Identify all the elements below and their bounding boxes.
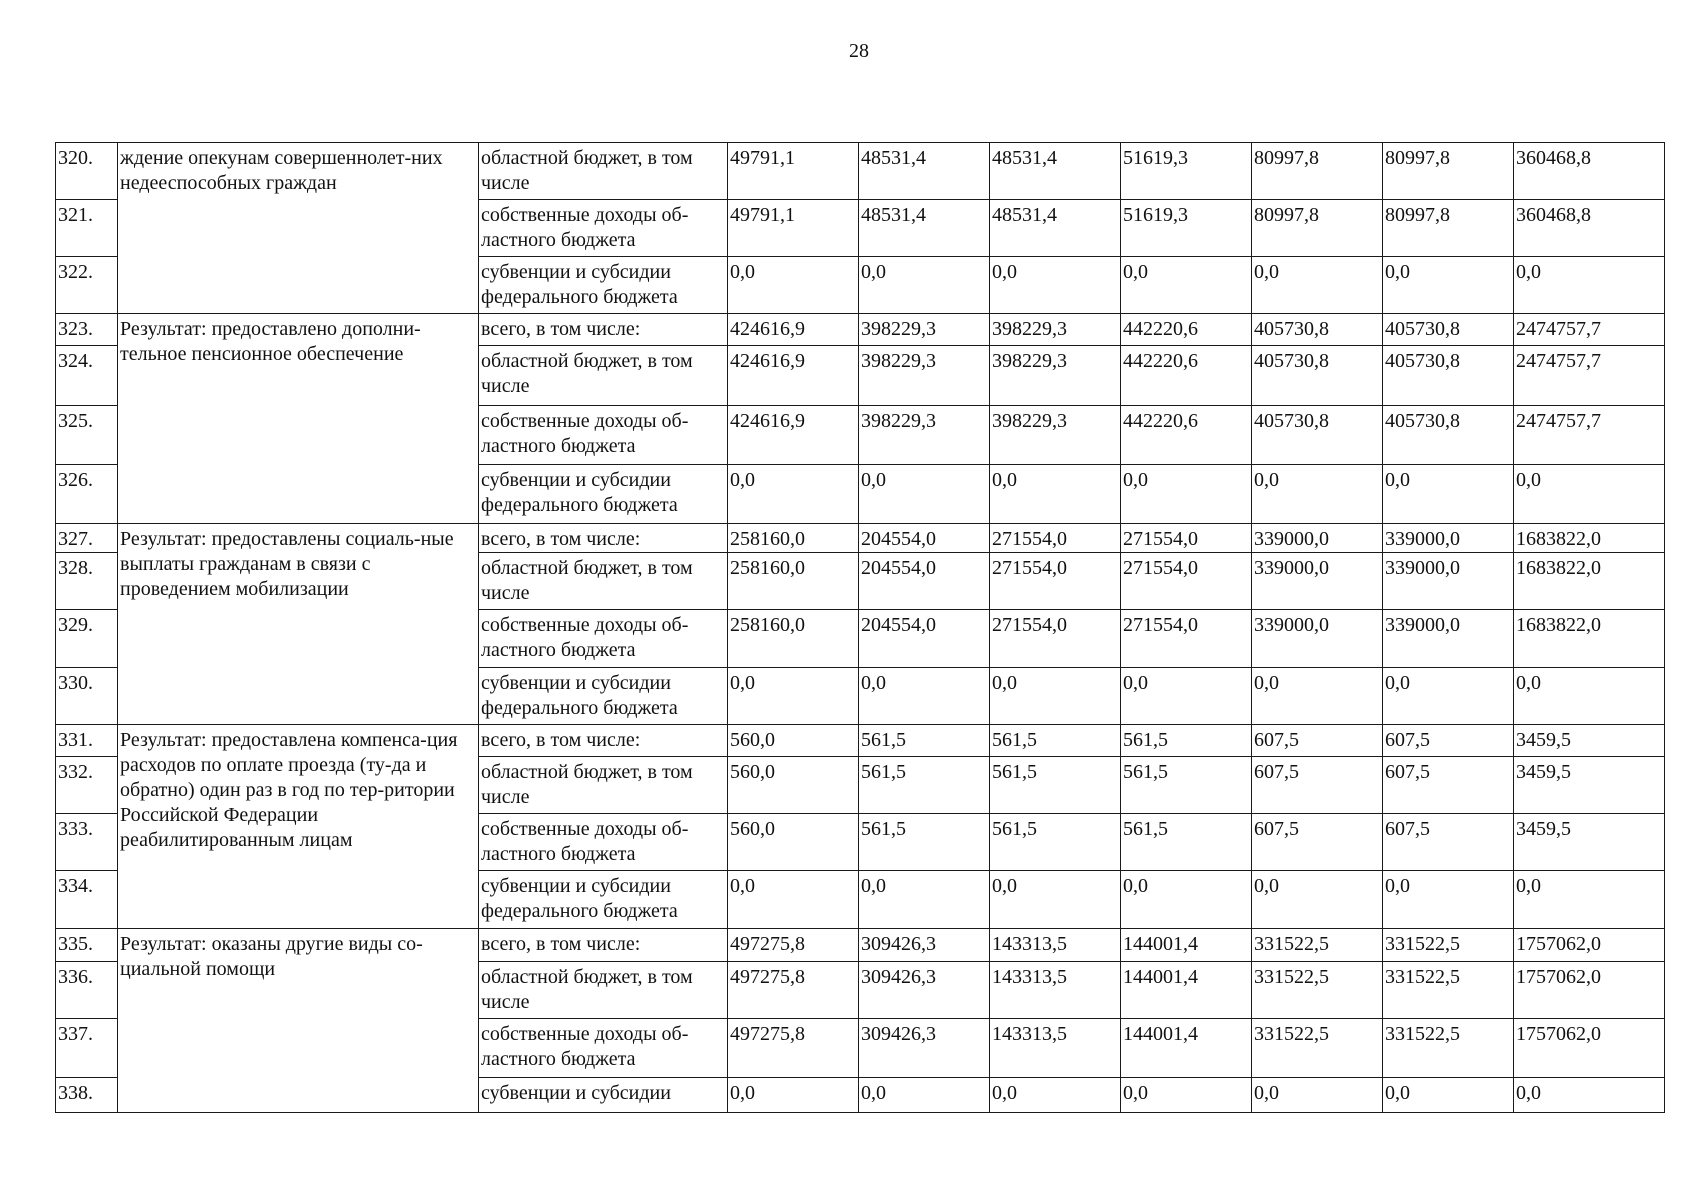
value-cell: 0,0 [1121,465,1252,524]
value-cell: 398229,3 [859,406,990,465]
row-number: 325. [56,406,118,465]
value-cell: 331522,5 [1383,1019,1514,1078]
value-cell: 560,0 [728,725,859,757]
value-cell: 0,0 [728,871,859,929]
value-cell: 398229,3 [859,346,990,406]
funding-source: субвенции и субсидии федерального бюджета [479,668,728,725]
value-cell: 49791,1 [728,200,859,257]
value-cell: 0,0 [1252,1078,1383,1113]
value-cell: 258160,0 [728,610,859,668]
value-cell: 80997,8 [1252,200,1383,257]
value-cell: 560,0 [728,757,859,814]
value-cell: 49791,1 [728,143,859,200]
value-cell: 0,0 [1383,668,1514,725]
funding-source: собственные доходы об-ластного бюджета [479,406,728,465]
value-cell: 339000,0 [1252,553,1383,610]
funding-source: всего, в том числе: [479,314,728,346]
value-cell: 405730,8 [1252,314,1383,346]
funding-source: субвенции и субсидии федерального бюджета [479,871,728,929]
value-cell: 144001,4 [1121,929,1252,962]
value-cell: 0,0 [990,1078,1121,1113]
row-number: 331. [56,725,118,757]
value-cell: 0,0 [990,668,1121,725]
value-cell: 80997,8 [1383,200,1514,257]
value-cell: 0,0 [859,1078,990,1113]
value-cell: 51619,3 [1121,200,1252,257]
value-cell: 0,0 [1383,871,1514,929]
row-number: 320. [56,143,118,200]
value-cell: 398229,3 [990,406,1121,465]
total-value: 360468,8 [1514,143,1665,200]
value-cell: 442220,6 [1121,346,1252,406]
value-cell: 398229,3 [990,314,1121,346]
value-cell: 51619,3 [1121,143,1252,200]
value-cell: 48531,4 [859,200,990,257]
value-cell: 0,0 [859,257,990,314]
funding-source: собственные доходы об-ластного бюджета [479,1019,728,1078]
value-cell: 204554,0 [859,553,990,610]
total-value: 0,0 [1514,257,1665,314]
table-row [56,725,1665,757]
row-number: 327. [56,524,118,553]
value-cell: 405730,8 [1383,314,1514,346]
table-body [56,143,1665,1113]
value-cell: 331522,5 [1383,962,1514,1019]
value-cell: 0,0 [990,257,1121,314]
funding-source: областной бюджет, в том числе [479,962,728,1019]
value-cell: 561,5 [1121,814,1252,871]
value-cell: 398229,3 [859,314,990,346]
total-value: 3459,5 [1514,757,1665,814]
value-cell: 607,5 [1252,725,1383,757]
value-cell: 48531,4 [990,200,1121,257]
value-cell: 0,0 [1121,257,1252,314]
funding-source: собственные доходы об-ластного бюджета [479,814,728,871]
value-cell: 0,0 [728,257,859,314]
row-number: 323. [56,314,118,346]
row-number: 328. [56,553,118,610]
total-value: 2474757,7 [1514,346,1665,406]
value-cell: 0,0 [1252,257,1383,314]
total-value: 1683822,0 [1514,610,1665,668]
value-cell: 0,0 [990,871,1121,929]
total-value: 1757062,0 [1514,1019,1665,1078]
value-cell: 607,5 [1383,757,1514,814]
row-number: 338. [56,1078,118,1113]
value-cell: 442220,6 [1121,406,1252,465]
funding-source: собственные доходы об-ластного бюджета [479,200,728,257]
value-cell: 561,5 [1121,725,1252,757]
value-cell: 0,0 [728,668,859,725]
value-cell: 607,5 [1383,725,1514,757]
value-cell: 339000,0 [1383,610,1514,668]
value-cell: 258160,0 [728,524,859,553]
value-cell: 271554,0 [990,610,1121,668]
value-cell: 331522,5 [1252,1019,1383,1078]
row-number: 337. [56,1019,118,1078]
value-cell: 405730,8 [1383,346,1514,406]
value-cell: 271554,0 [990,553,1121,610]
funding-source: областной бюджет, в том числе [479,553,728,610]
value-cell: 607,5 [1252,814,1383,871]
row-number: 334. [56,871,118,929]
value-cell: 271554,0 [990,524,1121,553]
result-description: ждение опекунам совершеннолет-них недееспособных граждан [118,143,479,314]
value-cell: 143313,5 [990,962,1121,1019]
row-number: 321. [56,200,118,257]
value-cell: 0,0 [1121,668,1252,725]
value-cell: 143313,5 [990,929,1121,962]
value-cell: 271554,0 [1121,553,1252,610]
total-value: 1683822,0 [1514,553,1665,610]
value-cell: 424616,9 [728,346,859,406]
value-cell: 405730,8 [1252,406,1383,465]
value-cell: 309426,3 [859,929,990,962]
value-cell: 48531,4 [990,143,1121,200]
row-number: 336. [56,962,118,1019]
page-number: 28 [849,40,869,62]
total-value: 2474757,7 [1514,406,1665,465]
value-cell: 0,0 [1383,257,1514,314]
value-cell: 0,0 [990,465,1121,524]
funding-source: областной бюджет, в том числе [479,346,728,406]
value-cell: 0,0 [859,465,990,524]
value-cell: 0,0 [859,871,990,929]
total-value: 3459,5 [1514,725,1665,757]
value-cell: 331522,5 [1252,962,1383,1019]
value-cell: 561,5 [859,814,990,871]
value-cell: 48531,4 [859,143,990,200]
value-cell: 0,0 [1121,1078,1252,1113]
value-cell: 398229,3 [990,346,1121,406]
row-number: 326. [56,465,118,524]
value-cell: 0,0 [728,1078,859,1113]
budget-table [55,142,1665,1113]
funding-source: всего, в том числе: [479,524,728,553]
value-cell: 80997,8 [1383,143,1514,200]
value-cell: 204554,0 [859,524,990,553]
value-cell: 271554,0 [1121,610,1252,668]
table-row [56,314,1665,346]
result-description: Результат: предоставлены социаль-ные выплаты гражданам в связи с проведением мобилизации [118,524,479,725]
value-cell: 560,0 [728,814,859,871]
value-cell: 144001,4 [1121,962,1252,1019]
row-number: 329. [56,610,118,668]
value-cell: 0,0 [1383,465,1514,524]
value-cell: 204554,0 [859,610,990,668]
value-cell: 0,0 [1252,668,1383,725]
funding-source: областной бюджет, в том числе [479,143,728,200]
value-cell: 331522,5 [1383,929,1514,962]
row-number: 324. [56,346,118,406]
value-cell: 607,5 [1252,757,1383,814]
total-value: 0,0 [1514,465,1665,524]
row-number: 322. [56,257,118,314]
value-cell: 0,0 [1252,465,1383,524]
value-cell: 0,0 [1252,871,1383,929]
value-cell: 0,0 [728,465,859,524]
value-cell: 561,5 [1121,757,1252,814]
table-row [56,524,1665,553]
table-row [56,143,1665,200]
value-cell: 442220,6 [1121,314,1252,346]
total-value: 3459,5 [1514,814,1665,871]
value-cell: 143313,5 [990,1019,1121,1078]
total-value: 0,0 [1514,668,1665,725]
value-cell: 0,0 [1121,871,1252,929]
value-cell: 80997,8 [1252,143,1383,200]
value-cell: 561,5 [859,725,990,757]
value-cell: 405730,8 [1383,406,1514,465]
value-cell: 561,5 [990,725,1121,757]
row-number: 333. [56,814,118,871]
value-cell: 309426,3 [859,962,990,1019]
value-cell: 607,5 [1383,814,1514,871]
value-cell: 561,5 [990,814,1121,871]
value-cell: 339000,0 [1383,524,1514,553]
value-cell: 424616,9 [728,406,859,465]
funding-source: собственные доходы об-ластного бюджета [479,610,728,668]
value-cell: 309426,3 [859,1019,990,1078]
total-value: 2474757,7 [1514,314,1665,346]
funding-source: субвенции и субсидии [479,1078,728,1113]
total-value: 360468,8 [1514,200,1665,257]
funding-source: субвенции и субсидии федерального бюджета [479,465,728,524]
result-description: Результат: предоставлено дополни-тельное пенсионное обеспечение [118,314,479,524]
value-cell: 497275,8 [728,929,859,962]
total-value: 0,0 [1514,871,1665,929]
row-number: 332. [56,757,118,814]
value-cell: 561,5 [859,757,990,814]
value-cell: 144001,4 [1121,1019,1252,1078]
value-cell: 331522,5 [1252,929,1383,962]
funding-source: субвенции и субсидии федерального бюджета [479,257,728,314]
total-value: 1683822,0 [1514,524,1665,553]
table-row [56,929,1665,962]
value-cell: 405730,8 [1252,346,1383,406]
value-cell: 497275,8 [728,1019,859,1078]
value-cell: 424616,9 [728,314,859,346]
value-cell: 339000,0 [1383,553,1514,610]
total-value: 1757062,0 [1514,962,1665,1019]
row-number: 330. [56,668,118,725]
total-value: 1757062,0 [1514,929,1665,962]
value-cell: 0,0 [1383,1078,1514,1113]
value-cell: 339000,0 [1252,524,1383,553]
value-cell: 497275,8 [728,962,859,1019]
result-description: Результат: предоставлена компенса-ция расходов по оплате проезда (ту-да и обратно) один раз в год по тер-ритории Российской Федерации реабилитированным лицам [118,725,479,929]
value-cell: 271554,0 [1121,524,1252,553]
funding-source: всего, в том числе: [479,725,728,757]
value-cell: 561,5 [990,757,1121,814]
funding-source: областной бюджет, в том числе [479,757,728,814]
value-cell: 258160,0 [728,553,859,610]
value-cell: 339000,0 [1252,610,1383,668]
total-value: 0,0 [1514,1078,1665,1113]
row-number: 335. [56,929,118,962]
result-description: Результат: оказаны другие виды со-циальной помощи [118,929,479,1113]
value-cell: 0,0 [859,668,990,725]
funding-source: всего, в том числе: [479,929,728,962]
